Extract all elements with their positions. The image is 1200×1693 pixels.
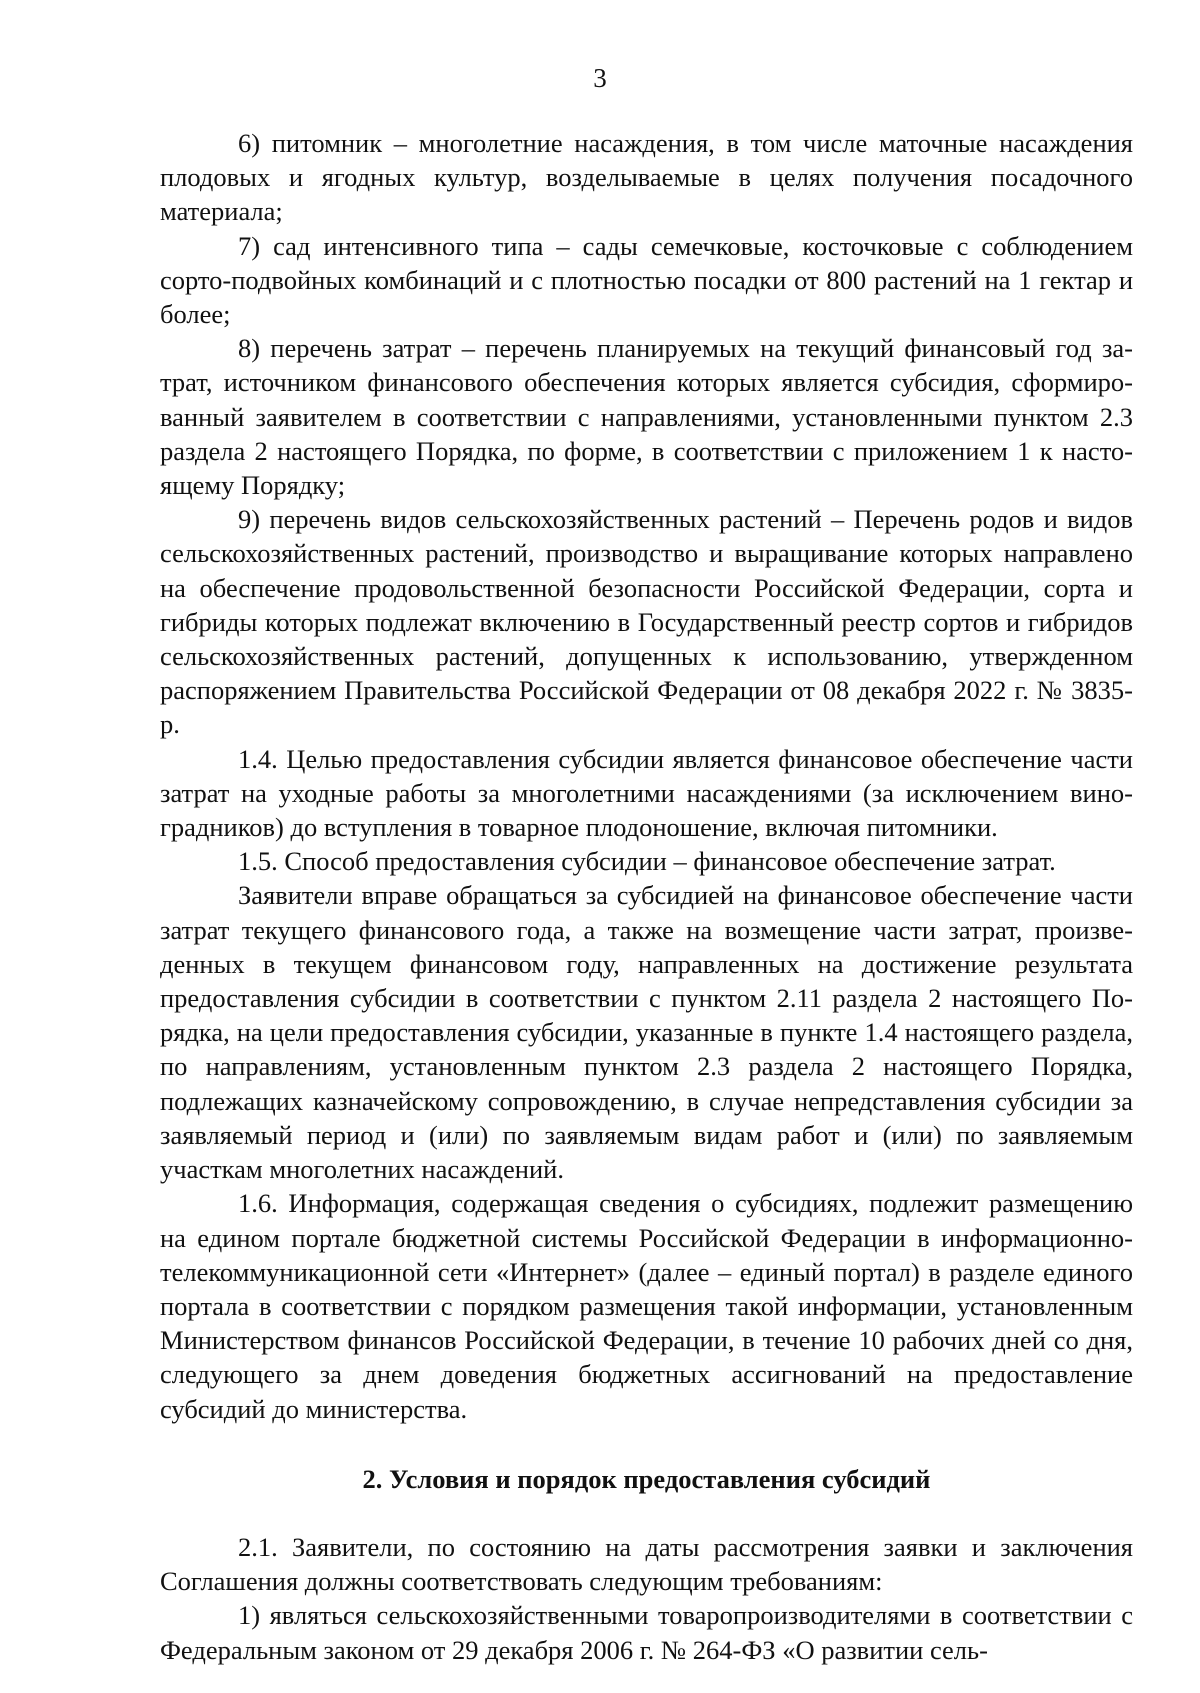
paragraph-definition-9: 9) перечень видов сельскохозяйственных растений – Перечень родов и видов сельскохозяйственных растений, производство и выращивание которых направлено на обеспечение продовольственной безопасности Российской Федерации, сорта и гибриды которых подлежат включению в Государственный реестр сортов и гибридов сельскохозяйственных растений, допущенных к использованию, утвержденном распоряжением Правительства Российской Федерации от 08 декабря 2022 г. № 3835-р. <box>160 504 1133 740</box>
paragraph-2-1: 2.1. Заявители, по состоянию на даты рассмотрения заявки и заключения Соглашения должны соответствовать следующим требованиям: <box>160 1531 1133 1597</box>
paragraph-definition-8: 8) перечень затрат – перечень планируемых на текущий финансовый год затрат, источником финансового обеспечения которых является субсидия, сформированный заявителем в соответствии с направлениями, установленными пунктом 2.3 раздела 2 настоящего Порядка, по форме, в соответствии с приложением 1 к настоящему Порядку; <box>160 333 1133 501</box>
paragraph-1-4: 1.4. Целью предоставления субсидии является финансовое обеспечение части затрат на уходные работы за многолетними насаждениями (за исключением виноградников) до вступления в товарное плодоношение, включая питомники. <box>160 743 1133 843</box>
paragraph-2-1-item-1: 1) являться сельскохозяйственными товаропроизводителями в соответствии с Федеральным законом от 29 декабря 2006 г. № 264-ФЗ «О развитии сель- <box>160 1600 1133 1665</box>
paragraph-1-5-applicants: Заявители вправе обращаться за субсидией на финансовое обеспечение части затрат текущего финансового года, а также на возмещение части затрат, произведенных в текущем финансовом году, направленных на достижение результата предоставления субсидии в соответствии с пунктом 2.11 раздела 2 настоящего Порядка, на цели предоставления субсидии, указанные в пункте 1.4 настоящего раздела, по направлениям, установленным пунктом 2.3 раздела 2 настоящего Порядка, подлежащих казначейскому сопровождению, в случае непредставления субсидии за заявляемый период и (или) по заявляемым видам работ и (или) по заявляемым участкам многолетних насаждений. <box>160 880 1133 1185</box>
paragraph-1-6: 1.6. Информация, содержащая сведения о субсидиях, подлежит размещению на едином портале бюджетной системы Российской Федерации в информационно-телекоммуникационной сети «Интернет» (далее – единый портал) в разделе единого портала в соответствии с порядком размещения такой информации, установленным Министерством финансов Российской Федерации, в течение 10 рабочих дней со дня, следующего за днем доведения бюджетных ассигнований на предоставление субсидий до министерства. <box>160 1188 1133 1424</box>
section-heading: 2. Условия и порядок предоставления субсидий <box>362 1463 931 1494</box>
document-body <box>160 126 1133 1667</box>
paragraph-1-5: 1.5. Способ предоставления субсидии – финансовое обеспечение затрат. <box>238 846 1056 877</box>
page-number: 3 <box>593 63 607 93</box>
paragraph-definition-6: 6) питомник – многолетние насаждения, в том числе маточные насаждения плодовых и ягодных культур, возделываемые в целях получения посадочного материала; <box>160 128 1133 227</box>
paragraph-definition-7: 7) сад интенсивного типа – сады семечковые, косточковые с соблюдением сорто-подвойных комбинаций и с плотностью посадки от 800 растений на 1 гектар и более; <box>160 230 1133 330</box>
